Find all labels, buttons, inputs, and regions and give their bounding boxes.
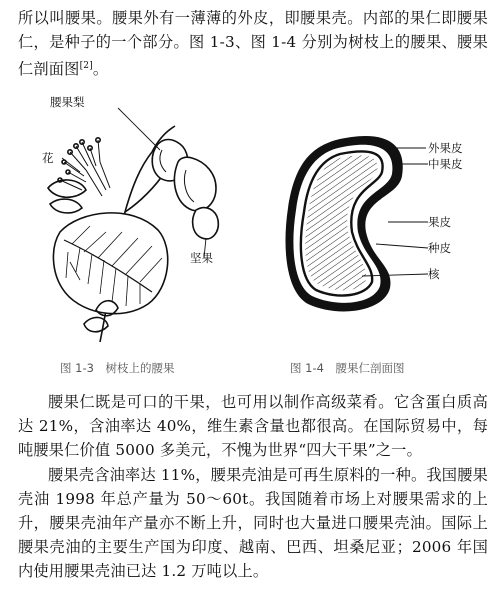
intro-paragraph <box>18 6 488 81</box>
figure-cashew-branch <box>40 92 250 352</box>
label-kernel: 核 <box>428 267 440 281</box>
label-seed-coat: 种皮 <box>428 241 451 255</box>
caption-figure-1-3: 图 1-3 树枝上的腰果 <box>60 361 175 375</box>
paragraph-shell-oil: 腰果壳含油率达 11%，腰果壳油是可再生原料的一种。我国腰果壳油 1998 年总产量为 50～60t。我国随着市场上对腰果需求的上升，腰果壳油年产量亦不断上升，同时也大量进口腰果壳油。国际上腰果壳油的主要生产国为印度、越南、巴西、坦桑尼亚；2006 年国内使用腰果壳油已达 1.2 万吨以上。 <box>18 466 488 580</box>
label-exocarp: 外果皮 <box>428 141 463 155</box>
cashew-branch-drawing <box>40 92 250 352</box>
label-flower: 花 <box>42 151 54 165</box>
label-pericarp: 果皮 <box>428 215 451 229</box>
label-nut: 坚果 <box>190 251 213 265</box>
label-cashew-apple: 腰果梨 <box>50 95 85 109</box>
paragraph-kernel: 腰果仁既是可口的干果，也可用以制作高级菜肴。它含蛋白质高达 21%，含油率达 40%，维生素含量也都很高。在国际贸易中，每吨腰果仁价值 5000 多美元，不愧为世界“四大干果”之一。 <box>18 393 488 459</box>
intro-text: 所以叫腰果。腰果外有一薄薄的外皮，即腰果壳。内部的果仁即腰果仁，是种子的一个部分。图 1-3、图 1-4 分别为树枝上的腰果、腰果仁剖面图 <box>18 9 488 79</box>
caption-figure-1-4: 图 1-4 腰果仁剖面图 <box>290 361 405 375</box>
citation-ref: [2] <box>79 61 93 71</box>
figure-kernel-section <box>278 128 488 328</box>
intro-end: 。 <box>92 60 109 79</box>
label-mesocarp: 中果皮 <box>428 157 463 171</box>
